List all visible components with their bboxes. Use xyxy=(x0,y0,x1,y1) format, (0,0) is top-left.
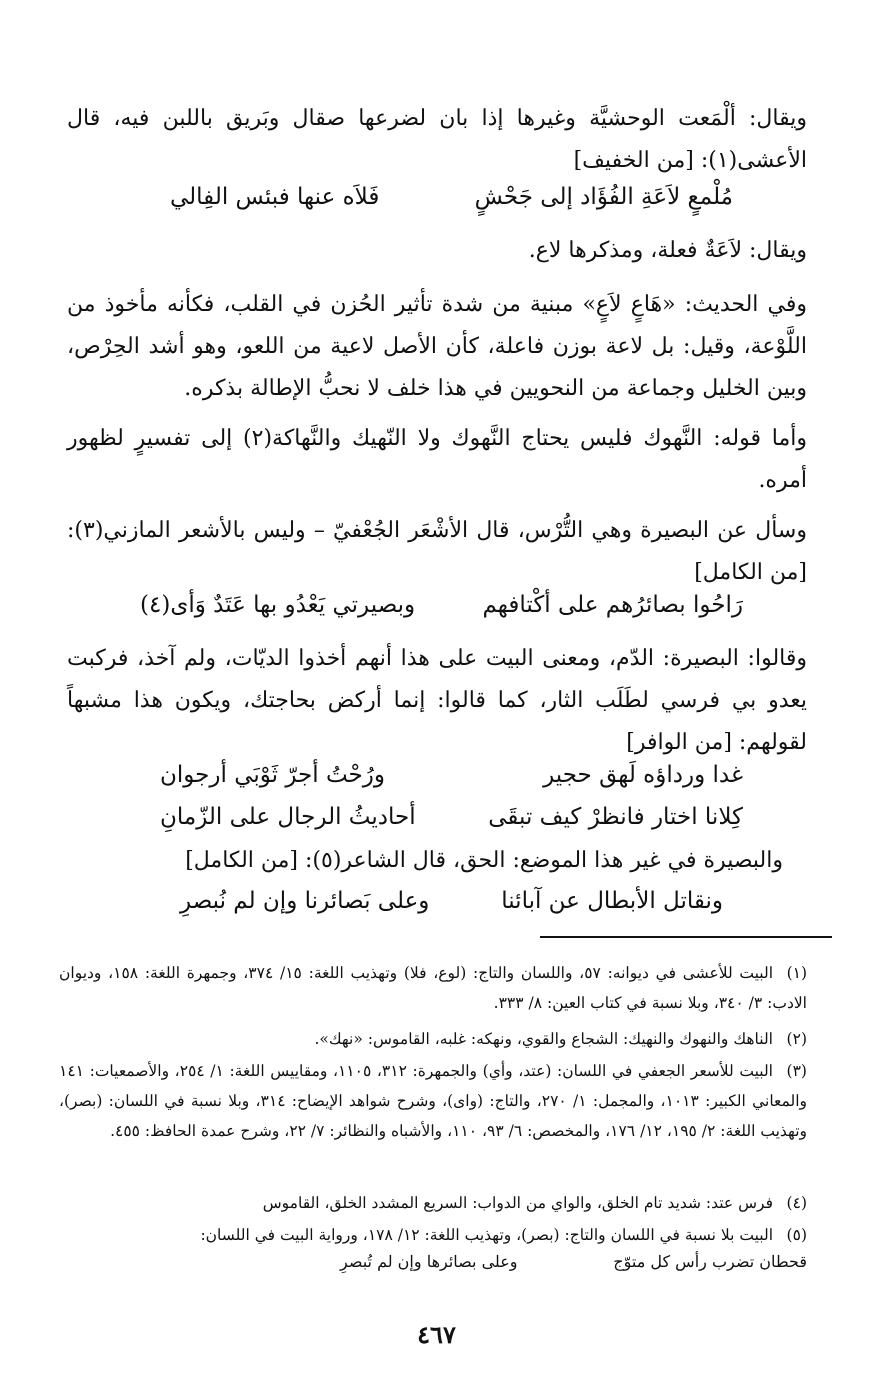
footnote-text: البيت للأسعر الجعفي في اللسان: (عتد، وأي) والجمهرة: ٣١٢، ١١٠٥، ومقاييس اللغة: ١/ ٢٥٤، والأصمعيات: ١٤١ والمعاني الكبير: ١٠١٣، والمجمل: ١/ ٢٧٠، والتاج: (واى)، وشرح شواهد الإيضاح: ٣١٤، وبلا نسبة في اللسان: (بصر)، وتهذيب اللغة: ٢/ ١٩٥، ١٢/ ١٧٦، والمخصص: ٦/ ٩٣، ١١٠، والأشباه والنظائر: ٧/ ٢٢، وشرح عمدة الحافظ: ٤٥٥. xyxy=(59,1062,807,1140)
footnote-3 xyxy=(59,1056,807,1146)
verse-4-first-hemistich: كِلانا اختار فانظرْ كيف تبقَى xyxy=(488,804,743,830)
footnote-verse-second-hemistich: وعلى بصائرها وإن لم تُبصرِ xyxy=(340,1252,518,1271)
verse-1-second-hemistich: فَلاَه عنها فبئس الفِالي xyxy=(170,184,380,210)
footnote-number: (٣) xyxy=(786,1062,807,1080)
paragraph-1: ويقال: ألْمَعت الوحشيَّة وغيرها إذا بان لضرعها صقال وبَريق باللبن فيه، قال الأعشى(١): [من الخفيف] xyxy=(67,106,807,173)
verse-2-first-hemistich: رَاحُوا بصائرُهم على أكْتافهم xyxy=(482,592,743,618)
verse-4-second-hemistich: أحاديثُ الرجال على الزّمانِ xyxy=(160,804,416,830)
paragraph-2: ويقال: لاَعَةٌ فعلة، ومذكرها لاع. xyxy=(528,238,807,263)
footnote-text: البيت بلا نسبة في اللسان والتاج: (بصر)، وتهذيب اللغة: ١٢/ ١٧٨، ورواية البيت في اللسان: xyxy=(200,1226,773,1244)
footnote-2 xyxy=(59,1024,807,1054)
paragraph-5: وسأل عن البصيرة وهي التُّرْس، قال الأشْعَر الجُعْفيّ – وليس بالأشعر المازني(٣): [من الكامل] xyxy=(67,518,807,585)
footnote-number: (٤) xyxy=(786,1194,807,1212)
footnote-text: الناهك والنهوك والنهيك: الشجاع والقوي، ونهكه: غلبه، القاموس: «نهك». xyxy=(314,1030,773,1048)
paragraph-4: وأما قوله: النَّهوك فليس يحتاج النَّهوك ولا النّهيك والنَّهاكة(٢) إلى تفسيرٍ لظهور أمره. xyxy=(67,426,808,493)
verse-3-first-hemistich: غدا ورداؤه لَهق حجير xyxy=(543,762,743,788)
footnote-text: البيت للأعشى في ديوانه: ٥٧، واللسان والتاج: (لوع، فلا) وتهذيب اللغة: ١٥/ ٣٧٤، وجمهرة اللغة: ١٥٨، وديوان الادب: ٣/ ٣٤٠، وبلا نسبة في كتاب العين: ٨/ ٣٣٣. xyxy=(59,964,807,1012)
footnote-number: (١) xyxy=(786,964,808,982)
verse-2-second-hemistich: وبصيرتي يَعْدُو بها عَتَدٌ وَأى(٤) xyxy=(140,592,416,618)
footnote-divider xyxy=(540,936,832,938)
footnote-verse-first-hemistich: قحطان تضرب رأس كل متوّج xyxy=(613,1252,807,1271)
paragraph-3: وفي الحديث: «هَاعٍ لاَعٍ» مبنية من شدة تأثير الحُزن في القلب، فكأنه مأخوذ من اللَّوْعة، وقيل: بل لاعة بوزن فاعلة، كأن الأصل لاعية من اللعو، وهو أشد الحِرْص، وبين الخليل وجماعة من النحويين في هذا خلف لا نحبُّ الإطالة بذكره. xyxy=(67,292,807,401)
paragraph-6: وقالوا: البصيرة: الدّم، ومعنى البيت على هذا أنهم أخذوا الديّات، ولم آخذ، فركبت يعدو بي فرسي لطَلَب الثار، كما قالوا: إنما أركض بحاجتك، ويكون هذا مشبهاً لقولهم: [من الوافر] xyxy=(67,646,807,755)
footnote-4 xyxy=(59,1188,807,1218)
footnote-number: (٢) xyxy=(786,1030,807,1048)
footnote-1 xyxy=(59,958,807,1018)
footnote-number: (٥) xyxy=(786,1226,807,1244)
paragraph-7: والبصيرة في غير هذا الموضع: الحق، قال الشاعر(٥): [من الكامل] xyxy=(185,848,783,873)
verse-5-second-hemistich: وعلى بَصائرنا وإن لم نُبصرِ xyxy=(180,888,430,914)
verse-5-first-hemistich: ونقاتل الأبطال عن آبائنا xyxy=(501,888,723,914)
footnote-text: فرس عتد: شديد تام الخلق، والواي من الدواب: السريع المشدد الخلق، القاموس xyxy=(262,1194,773,1212)
verse-1-first-hemistich: مُلْمعٍ لاَعَةِ الفُؤَاد إلى جَحْشٍ xyxy=(474,184,733,210)
footnote-5 xyxy=(59,1220,807,1250)
page-number: ٤٦٧ xyxy=(417,1320,456,1349)
verse-3-second-hemistich: ورُحْتُ أجرّ ثَوْبَي أرجوان xyxy=(160,762,385,788)
